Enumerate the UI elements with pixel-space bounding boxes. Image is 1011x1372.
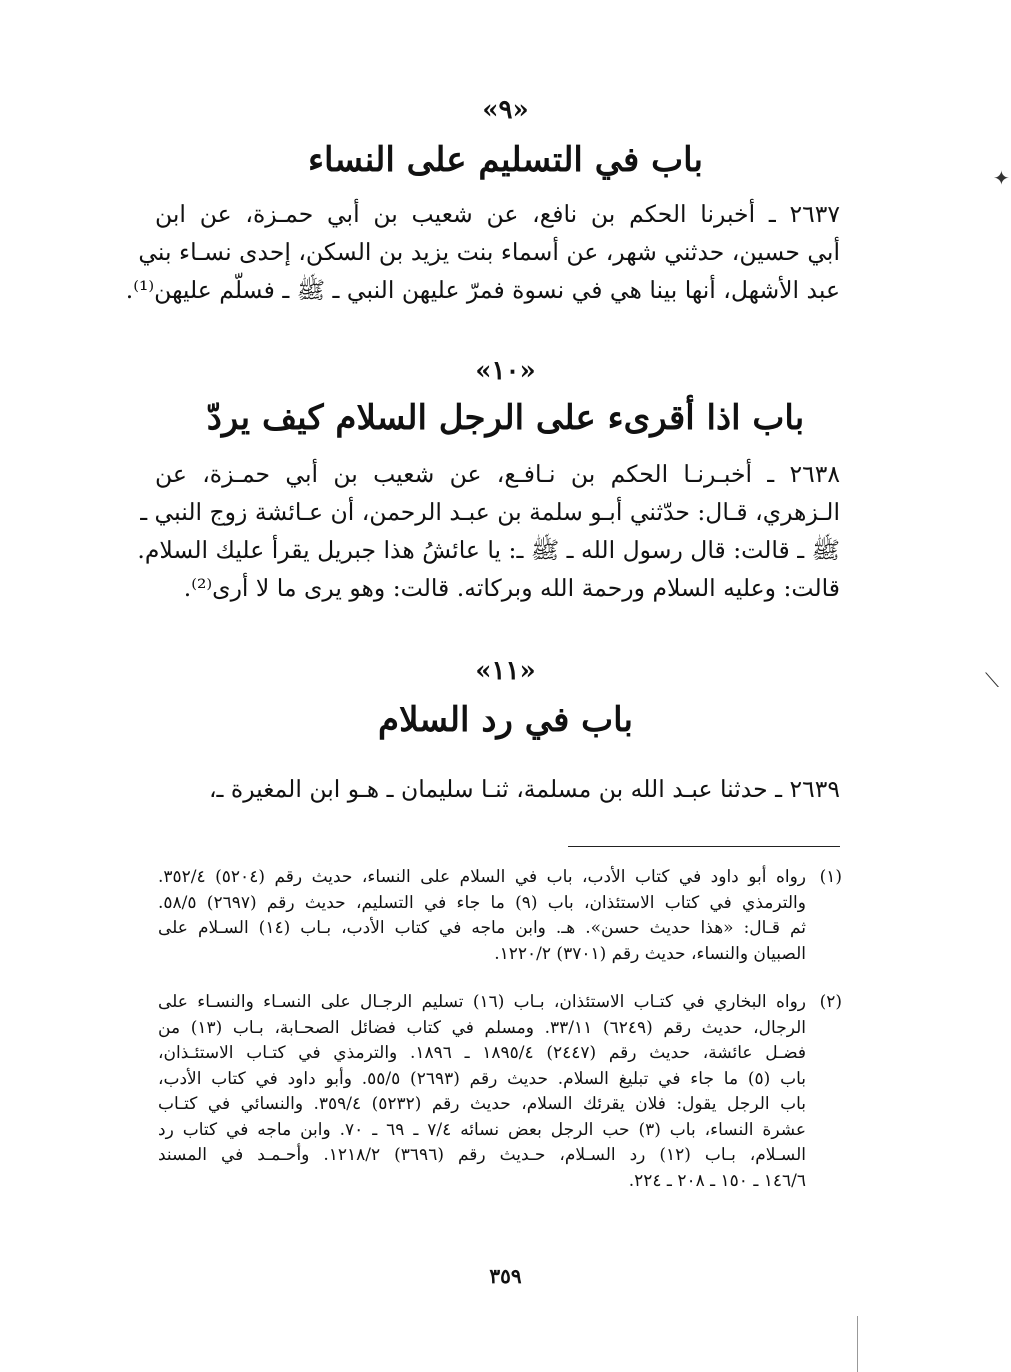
footnote-1-line-1: رواه أبو داود في كتاب الأدب، باب في السلام على النساء، حديث رقم (٥٢٠٤) ٣٥٢/٤. <box>158 867 806 887</box>
section-9-title: باب في التسليم على النساء <box>308 140 703 180</box>
hadith-2638-line-4: قالت: وعليه السلام ورحمة الله وبركاته. قالت: وهو يرى ما لا أرى⁽²⁾. <box>183 574 840 602</box>
hadith-2637-line-1: ٢٦٣٧ ـ أخبرنا الحكم بن نافع، عن شعيب بن أبي حمـزة، عن ابن <box>155 200 840 228</box>
section-11-title: باب في رد السلام <box>378 700 633 740</box>
footnote-2-line-3: فضـل عائشة، حديث رقم (٢٤٤٧) ١٨٩٥/٤ ـ ١٨٩٦. والترمذي في كتـاب الاستئـذان، <box>158 1043 806 1063</box>
hadith-2638-line-1: ٢٦٣٨ ـ أخبـرنـا الحكم بن نـافـع، عن شعيب بن أبي حمـزة، عن <box>155 460 840 488</box>
hadith-2638 <box>137 455 840 607</box>
footnote-2-line-6: عشرة النساء، باب (٣) حب الرجل بعض نسائه ٧/٤ ـ ٦٩ ـ ٧٠. وابن ماجه في كتاب رد <box>158 1119 807 1140</box>
section-9-number: «٩» <box>482 95 529 125</box>
section-10-number: «١٠» <box>475 356 536 386</box>
footnote-1-line-4: الصبيان والنساء، حديث رقم (٣٧٠١) ١٢٢٠/٢. <box>494 943 806 964</box>
footnote-1-marker: (١) <box>819 867 842 887</box>
hadith-2637 <box>125 195 840 309</box>
footnote-1-line-2: والترمذي في كتاب الاستئذان، باب (٩) ما جاء في التسليم، حديث رقم (٢٦٩٧) ٥٨/٥. <box>158 892 806 913</box>
footnote-2-line-4: باب (٥) ما جاء في تبليغ السلام. حديث رقم (٢٦٩٣) ٥٥/٥. وأبو داود في كتاب الأدب، <box>158 1068 806 1089</box>
hadith-2639-line-1: ٢٦٣٩ ـ حدثنا عبـد الله بن مسلمة، ثنـا سليمان ـ هـو ابن المغيرة ـ، <box>208 775 840 803</box>
footnote-2-line-1: رواه البخاري في كتـاب الاستئذان، بـاب (١٦) تسليم الرجـال على النسـاء والنسـاء على <box>158 992 806 1012</box>
footnote-1-line-3: ثم قـال: «هذا حديث حسن». هـ. وابن ماجه في كتاب الأدب، بـاب (١٤) السـلام على <box>158 918 806 938</box>
footnote-2-line-7: السـلام، بـاب (١٢) رد السـلام، حـديث رقم (٣٦٩٦) ١٢١٨/٢. وأحـمـد في المسند <box>158 1145 806 1165</box>
hadith-2637-line-2: أبي حسين، حدثني شهر، عن أسماء بنت يزيد بن السكن، إحدى نسـاء بني <box>138 238 840 266</box>
footnote-1 <box>158 865 840 967</box>
hadith-2637-line-3: عبد الأشهل، أنها بينا هي في نسوة فمرّ عليهن النبي ـ ﷺ ـ فسلّم عليهن⁽¹⁾. <box>125 276 840 304</box>
footnote-divider <box>568 846 840 847</box>
footnote-2-line-2: الرجال، حديث رقم (٦٢٤٩) ٣٣/١١. ومسلم في كتاب فضائل الصحـابة، بـاب (١٣) من <box>158 1017 806 1038</box>
footnote-2-marker: (٢) <box>819 992 842 1012</box>
scan-edge-line <box>857 1316 858 1372</box>
scan-mark-top-right: ✦ <box>993 166 1010 190</box>
section-11-number: «١١» <box>475 656 536 686</box>
scan-mark-mid-right: ⟋ <box>985 668 999 692</box>
hadith-2638-line-3: ﷺ ـ قالت: قال رسول الله ـ ﷺ ـ: يا عائشُ هذا جبريل يقرأ عليك السلام. <box>137 536 840 564</box>
footnote-2-line-8: ١٤٦/٦ ـ ١٥٠ ـ ٢٠٨ ـ ٢٢٤. <box>628 1170 806 1191</box>
footnote-2-line-5: باب الرجل يقول: فلان يقرئك السلام، حديث رقم (٥٢٣٢) ٣٥٩/٤. والنسائي في كتـاب <box>158 1094 806 1114</box>
page-number: ٣٥٩ <box>489 1264 522 1288</box>
section-10-title: باب اذا أقرىء على الرجل السلام كيف يردّ <box>206 398 805 438</box>
hadith-2638-line-2: الـزهري، قـال: حدّثني أبـو سلمة بن عبـد الرحمن، أن عـائشة زوج النبي ـ <box>140 498 840 526</box>
footnote-2 <box>158 990 840 1194</box>
hadith-2639 <box>155 770 840 808</box>
